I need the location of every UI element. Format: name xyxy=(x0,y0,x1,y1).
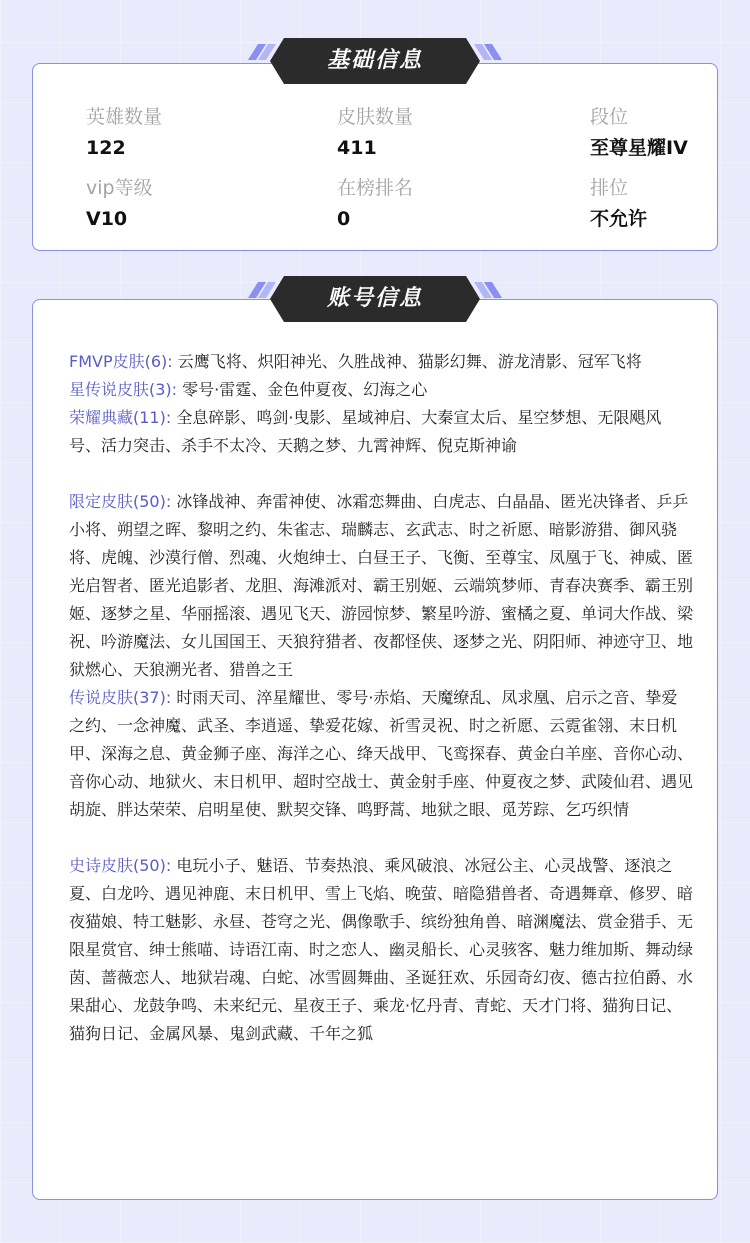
account-info-banner xyxy=(248,276,502,322)
stat-label: 在榜排名 xyxy=(337,177,414,199)
stat-vip-level xyxy=(86,176,286,231)
stat-label: vip等级 xyxy=(86,177,153,199)
basic-info-card xyxy=(32,63,718,251)
stat-skin-count xyxy=(337,105,537,160)
stat-value: 411 xyxy=(337,137,377,159)
section-name: 限定皮肤(50): xyxy=(69,492,172,511)
account-info-card xyxy=(32,299,718,1200)
stat-rank-tier xyxy=(590,105,750,160)
section-title: 账号信息 xyxy=(326,286,423,311)
section-name: 荣耀典藏(11): xyxy=(69,408,172,427)
stat-ranked-mode xyxy=(590,176,750,231)
section-name: 史诗皮肤(50): xyxy=(69,856,172,875)
stat-value: V10 xyxy=(86,208,128,230)
section-items: 电玩小子、魅语、节奏热浪、乘风破浪、冰冠公主、心灵战警、逐浪之夏、白龙吟、遇见神鹿、末日机甲、雪上飞焰、晚萤、暗隐猎兽者、奇遇舞章、修罗、暗夜猫娘、特工魅影、永昼、苍穹之光、偶像歌手、缤纷独角兽、暗渊魔法、赏金猎手、无限星赏官、绅士熊喵、诗语江南、时之恋人、幽灵船长、心灵骇客、魅力维加斯、舞动绿茵、蔷薇恋人、地狱岩魂、白蛇、冰雪圆舞曲、圣诞狂欢、乐园奇幻夜、德古拉伯爵、水果甜心、龙鼓争鸣、未来纪元、星夜王子、乘龙·忆丹青、青蛇、天才门将、猫狗日记、猫狗日记、金属风暴、鬼剑武藏、千年之狐 xyxy=(69,856,694,1043)
section-title: 基础信息 xyxy=(326,48,423,73)
section-items: 零号·雷霆、金色仲夏夜、幻海之心 xyxy=(182,380,428,399)
skin-section-limited xyxy=(69,488,693,684)
stat-value: 122 xyxy=(86,137,126,159)
section-items: 云鹰飞将、炽阳神光、久胜战神、猫影幻舞、游龙清影、冠军飞将 xyxy=(177,352,642,371)
basic-info-banner xyxy=(248,38,502,84)
stat-leaderboard-rank xyxy=(337,176,537,231)
skin-section-star-legend xyxy=(69,376,693,404)
stat-label: 段位 xyxy=(590,106,629,128)
section-items: 冰锋战神、奔雷神使、冰霜恋舞曲、白虎志、白晶晶、匿光决锋者、乒乒小将、朔望之晖、黎明之约、朱雀志、瑞麟志、玄武志、时之祈愿、暗影游猎、御风骁将、虎魄、沙漠行僧、烈魂、火炮绅士、白昼王子、飞衡、至尊宝、凤凰于飞、神威、匿光启智者、匿光追影者、龙胆、海滩派对、霸王别姬、云端筑梦师、青春决赛季、霸王别姬、逐梦之星、华丽摇滚、遇见飞天、游园惊梦、繁星吟游、蜜橘之夏、单词大作战、梁祝、吟游魔法、女儿国国王、天狼狩猎者、夜都怪侠、逐梦之光、阴阳师、神迹守卫、地狱燃心、天狼溯光者、猎兽之王 xyxy=(69,492,694,679)
skin-section-fmvp xyxy=(69,348,693,376)
stat-label: 英雄数量 xyxy=(86,106,163,128)
section-items: 全息碎影、鸣剑·曳影、星域神启、大秦宣太后、星空梦想、无限飓风号、活力突击、杀手不太冷、天鹅之梦、九霄神辉、倪克斯神谕 xyxy=(69,408,662,455)
stat-value: 0 xyxy=(337,208,351,230)
section-name: 星传说皮肤(3): xyxy=(69,380,178,399)
skin-section-legend xyxy=(69,684,693,824)
section-name: 传说皮肤(37): xyxy=(69,688,172,707)
stat-label: 排位 xyxy=(590,177,629,199)
section-name: FMVP皮肤(6): xyxy=(69,352,173,371)
stat-value: 至尊星耀IV xyxy=(590,137,688,159)
skin-section-glory-collection xyxy=(69,404,693,460)
skin-list xyxy=(69,348,693,1048)
stat-label: 皮肤数量 xyxy=(337,106,414,128)
stat-hero-count xyxy=(86,105,286,160)
skin-section-epic xyxy=(69,852,693,1048)
stat-value: 不允许 xyxy=(590,208,648,230)
section-items: 时雨天司、淬星耀世、零号·赤焰、天魔缭乱、凤求凰、启示之音、挚爱之约、一念神魔、武圣、李逍遥、挚爱花嫁、祈雪灵祝、时之祈愿、云霓雀翎、末日机甲、深海之息、黄金狮子座、海洋之心、绛天战甲、飞鸾探春、黄金白羊座、音你心动、音你心动、地狱火、末日机甲、超时空战士、黄金射手座、仲夏夜之梦、武陵仙君、遇见胡旋、胖达荣荣、启明星使、默契交锋、鸣野蒿、地狱之眼、觅芳踪、乞巧织情 xyxy=(69,688,694,819)
